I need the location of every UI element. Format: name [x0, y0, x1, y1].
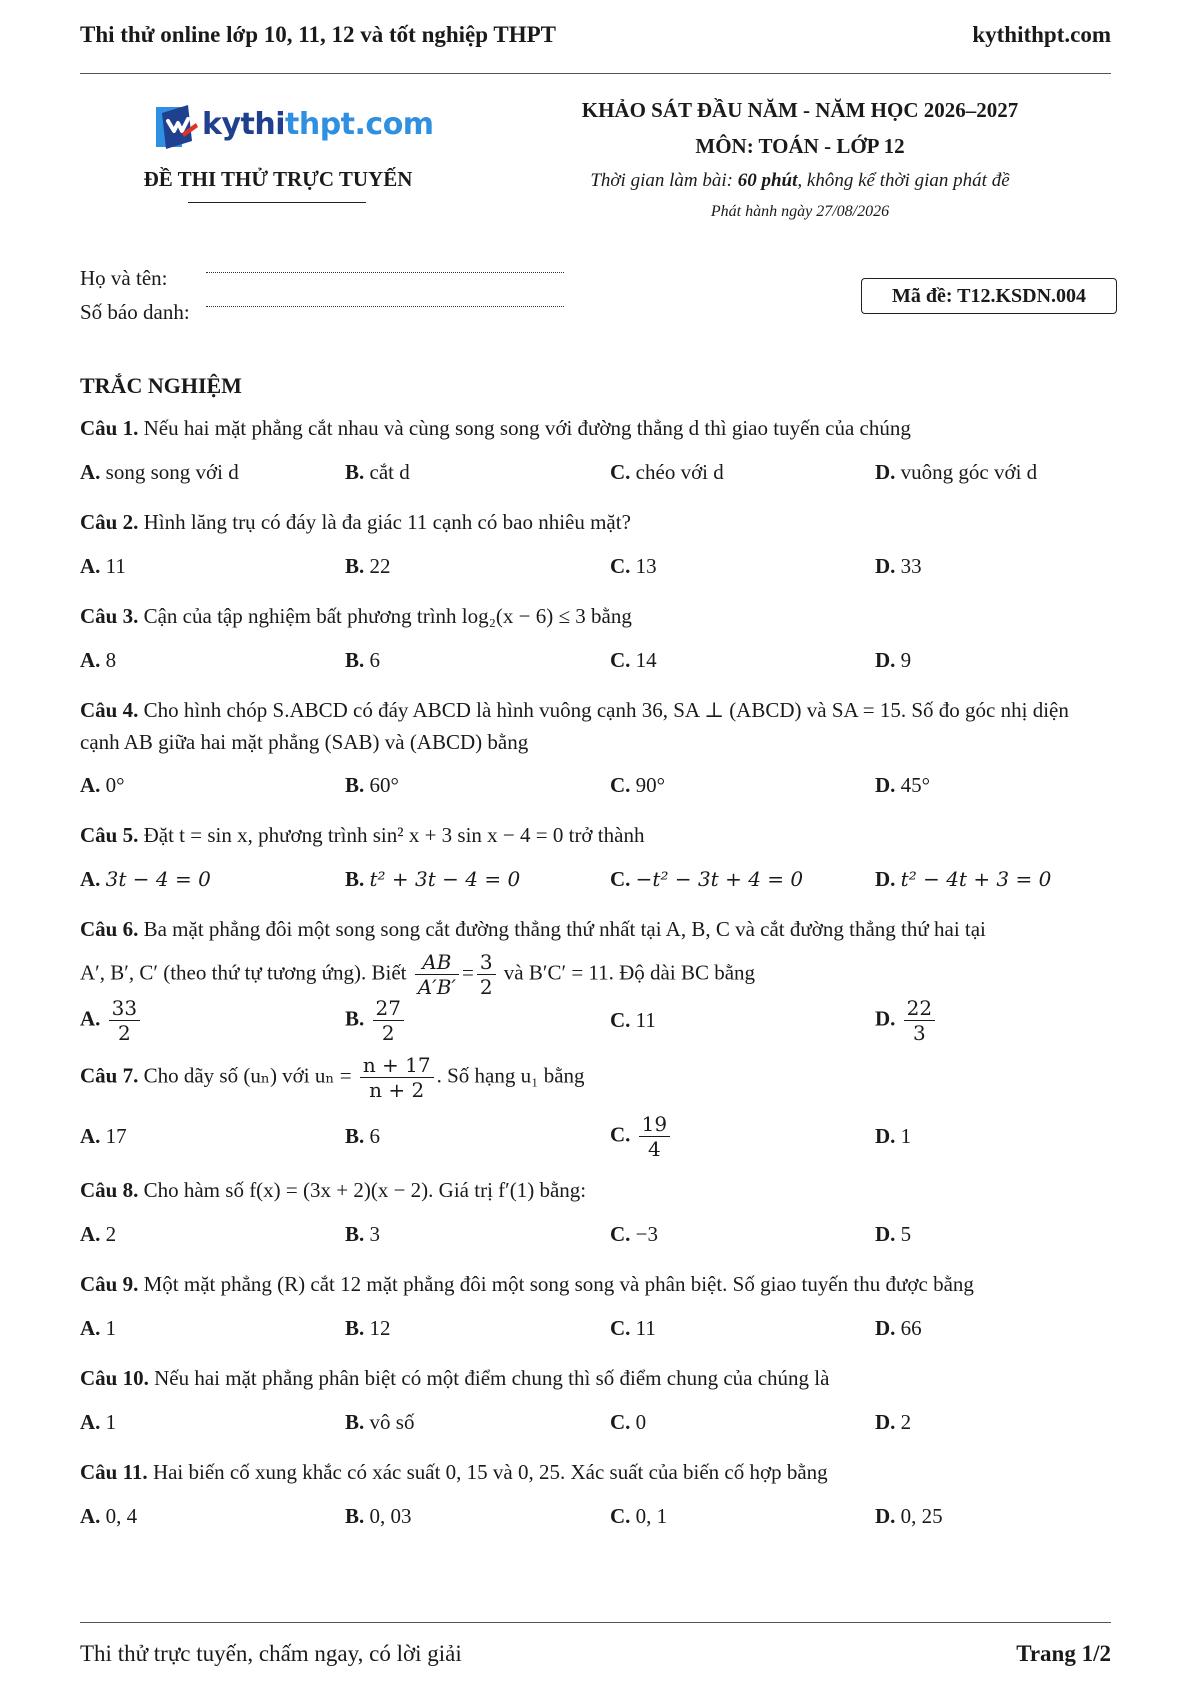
question-6: Câu 6. Ba mặt phẳng đôi một song song cắt đường thẳng thứ nhất tại A, B, C và cắt đường thẳng thứ hai tại: [80, 917, 986, 941]
q9-option-c[interactable]: C. 11: [610, 1316, 656, 1340]
q3-option-a[interactable]: A. 8: [80, 648, 117, 672]
subtitle-underline: [188, 202, 366, 203]
question-3: Câu 3. Cận của tập nghiệm bất phương trình log₂(x − 6) ≤ 3 bằng: [80, 604, 632, 628]
q6-option-d[interactable]: D. $\frac{22}{3}$: [875, 996, 938, 1045]
q2-option-d[interactable]: D. 33: [875, 554, 922, 578]
question-11: Câu 11. Hai biến cố xung khắc có xác suất 0, 15 và 0, 25. Xác suất của biến cố hợp bằng: [80, 1460, 828, 1484]
question-2: Câu 2. Hình lăng trụ có đáy là đa giác 11 cạnh có bao nhiêu mặt?: [80, 510, 631, 534]
logo-text: kythithpt.com: [202, 107, 434, 142]
header-rule: [80, 73, 1111, 74]
q6-option-b[interactable]: B. $\frac{27}{2}$: [345, 996, 407, 1045]
q7-sequence-fraction: $\frac{n + 17}{n + 2}$: [360, 1053, 434, 1102]
question-8: Câu 8. Cho hàm số f(x) = (3x + 2)(x − 2). Giá trị f′(1) bằng:: [80, 1178, 587, 1202]
exam-code-box: Mã đề: T12.KSDN.004: [861, 278, 1117, 314]
question-4: Câu 4. Cho hình chóp S.ABCD có đáy ABCD là hình vuông cạnh 36, SA ⊥ (ABCD) và SA = 15. Số đo góc nhị diện cạnh AB giữa hai mặt phẳng (SAB) và (ABCD) bằng: [80, 698, 1069, 754]
q10-option-b[interactable]: B. vô số: [345, 1410, 415, 1434]
q8-option-b[interactable]: B. 3: [345, 1222, 381, 1246]
q11-option-b[interactable]: B. 0, 03: [345, 1504, 412, 1528]
q5-option-b[interactable]: B. t² + 3t − 4 = 0: [345, 867, 521, 891]
q9-option-b[interactable]: B. 12: [345, 1316, 391, 1340]
q6-value-fraction: $\frac{3}{2}$: [477, 950, 496, 999]
q4-option-a[interactable]: A. 0°: [80, 773, 125, 797]
logo-icon: [152, 101, 200, 153]
q1-option-b[interactable]: B. cắt d: [345, 460, 410, 484]
question-5: Câu 5. Đặt t = sin x, phương trình sin² x + 3 sin x − 4 = 0 trở thành: [80, 823, 645, 847]
q8-option-a[interactable]: A. 2: [80, 1222, 117, 1246]
q11-option-d[interactable]: D. 0, 25: [875, 1504, 943, 1528]
page-number: Trang 1/2: [1016, 1641, 1111, 1666]
q8-option-d[interactable]: D. 5: [875, 1222, 912, 1246]
q2-option-c[interactable]: C. 13: [610, 554, 657, 578]
header-left-text: Thi thử online lớp 10, 11, 12 và tốt nghiệp THPT: [80, 22, 556, 47]
q3-option-d[interactable]: D. 9: [875, 648, 912, 672]
q10-option-d[interactable]: D. 2: [875, 1410, 912, 1434]
q4-option-b[interactable]: B. 60°: [345, 773, 399, 797]
exam-time: Thời gian làm bài: 60 phút, không kể thời gian phát đề: [590, 170, 1010, 191]
question-6-line-2: A′, B′, C′ (theo thứ tự tương ứng). Biết $\frac{AB}{A'B'}$ = $\frac{3}{2}$ và B′C′ = 11. Độ dài BC bằng: [80, 950, 756, 999]
q3-option-b[interactable]: B. 6: [345, 648, 381, 672]
header-right-text: kythithpt.com: [972, 22, 1111, 47]
q10-option-c[interactable]: C. 0: [610, 1410, 647, 1434]
q7-option-c[interactable]: C. $\frac{19}{4}$: [610, 1112, 673, 1161]
q5-option-d[interactable]: D. t² − 4t + 3 = 0: [875, 867, 1052, 891]
q5-option-c[interactable]: C. −t² − 3t + 4 = 0: [610, 867, 804, 891]
name-field-line[interactable]: [206, 272, 564, 273]
exam-subject: MÔN: TOÁN - LỚP 12: [695, 134, 905, 158]
name-label: Họ và tên:: [80, 266, 168, 290]
question-7: Câu 7. Cho dãy số (uₙ) với uₙ = $\frac{n + 17}{n + 2}$ . Số hạng u₁ bằng: [80, 1053, 585, 1102]
q7-option-a[interactable]: A. 17: [80, 1124, 127, 1148]
question-10: Câu 10. Nếu hai mặt phẳng phân biệt có một điểm chung thì số điểm chung của chúng là: [80, 1366, 830, 1390]
q7-option-d[interactable]: D. 1: [875, 1124, 912, 1148]
q8-option-c[interactable]: C. −3: [610, 1222, 659, 1246]
q7-option-b[interactable]: B. 6: [345, 1124, 381, 1148]
footer-left-text: Thi thử trực tuyến, chấm ngay, có lời giải: [80, 1641, 462, 1666]
q4-option-c[interactable]: C. 90°: [610, 773, 666, 797]
q9-option-a[interactable]: A. 1: [80, 1316, 117, 1340]
q1-option-c[interactable]: C. chéo với d: [610, 460, 724, 484]
q2-option-a[interactable]: A. 11: [80, 554, 126, 578]
site-logo: [152, 101, 434, 155]
q3-option-c[interactable]: C. 14: [610, 648, 657, 672]
q10-option-a[interactable]: A. 1: [80, 1410, 117, 1434]
q5-option-a[interactable]: A. 3t − 4 = 0: [80, 867, 211, 891]
question-1: Câu 1. Nếu hai mặt phẳng cắt nhau và cùng song song với đường thẳng d thì giao tuyến của chúng: [80, 416, 911, 440]
q4-option-d[interactable]: D. 45°: [875, 773, 931, 797]
online-exam-subtitle: ĐỀ THI THỬ TRỰC TUYẾN: [143, 167, 413, 191]
q11-option-c[interactable]: C. 0, 1: [610, 1504, 668, 1528]
q11-option-a[interactable]: A. 0, 4: [80, 1504, 138, 1528]
exam-release-date: Phát hành ngày 27/08/2026: [710, 203, 890, 220]
q1-option-d[interactable]: D. vuông góc với d: [875, 460, 1038, 484]
candidate-id-field-line[interactable]: [206, 306, 564, 307]
footer-rule: [80, 1622, 1111, 1623]
question-9: Câu 9. Một mặt phẳng (R) cắt 12 mặt phẳng đôi một song song và phân biệt. Số giao tuyến thu được bằng: [80, 1272, 974, 1296]
candidate-id-label: Số báo danh:: [80, 300, 190, 324]
section-title: TRẮC NGHIỆM: [80, 373, 242, 398]
q6-option-c[interactable]: C. 11: [610, 1008, 656, 1032]
q6-ratio-fraction: $\frac{AB}{A'B'}$: [415, 950, 459, 999]
exam-title: KHẢO SÁT ĐẦU NĂM - NĂM HỌC 2026–2027: [581, 98, 1019, 122]
q1-option-a[interactable]: A. song song với d: [80, 460, 239, 484]
q2-option-b[interactable]: B. 22: [345, 554, 391, 578]
q9-option-d[interactable]: D. 66: [875, 1316, 922, 1340]
q6-option-a[interactable]: A. $\frac{33}{2}$: [80, 996, 143, 1045]
